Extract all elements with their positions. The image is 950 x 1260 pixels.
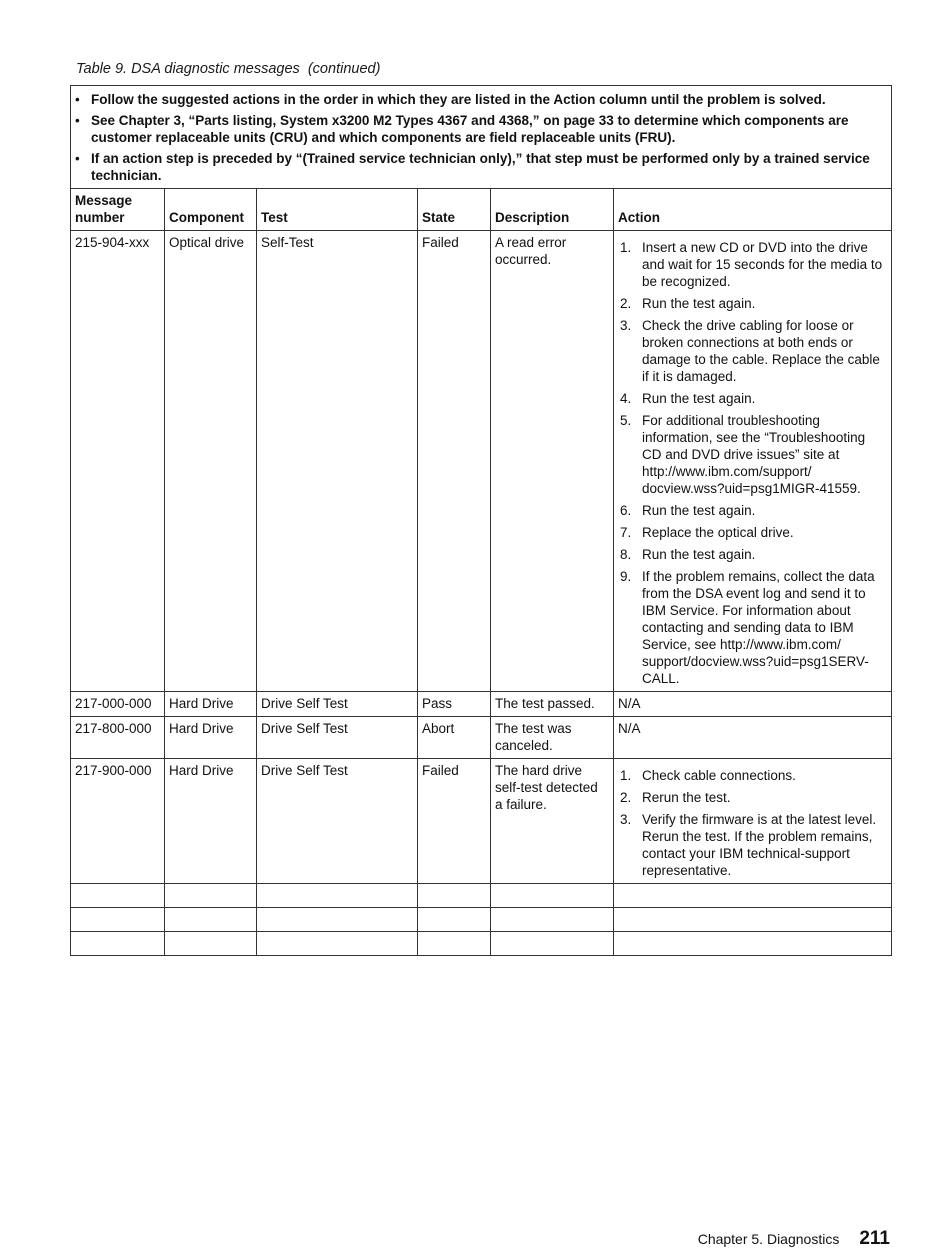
notes-cell (71, 86, 892, 189)
empty-cell (165, 932, 257, 956)
table-row (71, 692, 892, 717)
table-caption: Table 9. DSA diagnostic messages (continued) (76, 61, 381, 77)
action-step-number: 4. (620, 391, 632, 406)
empty-table-row (71, 932, 892, 956)
action-step-number: 2. (620, 790, 632, 805)
empty-cell (614, 932, 892, 956)
empty-cell (165, 908, 257, 932)
cell-description: The test passed. (491, 692, 614, 717)
header-description: Description (491, 189, 614, 231)
action-step (618, 412, 887, 497)
page-number: 211 (859, 1228, 890, 1249)
cell-description: A read error occurred. (491, 231, 614, 692)
table-row (71, 717, 892, 759)
action-step (618, 317, 887, 385)
note-item (75, 112, 883, 146)
header-state: State (418, 189, 491, 231)
empty-cell (165, 884, 257, 908)
cell-message-number: 217-000-000 (71, 692, 165, 717)
footer-chapter: Chapter 5. Diagnostics (697, 1231, 840, 1247)
header-component: Component (165, 189, 257, 231)
action-step-number: 9. (620, 569, 632, 584)
cell-message-number: 215-904-xxx (71, 231, 165, 692)
action-step-text: Run the test again. (642, 296, 756, 311)
note-text: See Chapter 3, “Parts listing, System x3200 M2 Types 4367 and 4368,” on page 33 to determine which components are customer replaceable units (CRU) and which components are field replaceable units (FRU). (91, 113, 849, 145)
cell-action (614, 759, 892, 884)
action-steps-list (618, 239, 887, 687)
cell-state: Abort (418, 717, 491, 759)
note-text: Follow the suggested actions in the order in which they are listed in the Action column until the problem is solved. (91, 92, 826, 107)
cell-component: Hard Drive (165, 692, 257, 717)
action-step (618, 390, 887, 407)
cell-description: The hard drive self-test detected a failure. (491, 759, 614, 884)
header-message-number: Message number (71, 189, 165, 231)
empty-cell (257, 884, 418, 908)
notes-row (71, 86, 892, 189)
empty-cell (257, 908, 418, 932)
bullet-icon: • (75, 113, 80, 128)
action-step-text: Check the drive cabling for loose or broken connections at both ends or damage to the cable. Replace the cable if it is damaged. (642, 318, 880, 384)
action-step-text: Run the test again. (642, 547, 756, 562)
cell-component: Optical drive (165, 231, 257, 692)
action-step-text: Rerun the test. (642, 790, 731, 805)
header-row (71, 189, 892, 231)
header-action: Action (614, 189, 892, 231)
page-footer (698, 1228, 890, 1250)
action-step-text: Run the test again. (642, 391, 756, 406)
empty-table-row (71, 884, 892, 908)
action-step-text: Run the test again. (642, 503, 756, 518)
action-step-number: 6. (620, 503, 632, 518)
action-step (618, 568, 887, 687)
cell-component: Hard Drive (165, 759, 257, 884)
cell-test: Drive Self Test (257, 692, 418, 717)
cell-test: Drive Self Test (257, 759, 418, 884)
note-item (75, 91, 883, 108)
cell-action: N/A (614, 692, 892, 717)
empty-cell (614, 908, 892, 932)
cell-message-number: 217-900-000 (71, 759, 165, 884)
cell-state: Failed (418, 759, 491, 884)
cell-message-number: 217-800-000 (71, 717, 165, 759)
empty-cell (491, 884, 614, 908)
action-step-text: Replace the optical drive. (642, 525, 794, 540)
action-step (618, 295, 887, 312)
action-step (618, 767, 887, 784)
action-step-number: 3. (620, 318, 632, 333)
cell-action (614, 231, 892, 692)
cell-description: The test was canceled. (491, 717, 614, 759)
action-step-number: 8. (620, 547, 632, 562)
empty-cell (491, 908, 614, 932)
empty-cell (257, 932, 418, 956)
cell-test: Drive Self Test (257, 717, 418, 759)
action-step-text: Insert a new CD or DVD into the drive and wait for 15 seconds for the media to be recognized. (642, 240, 883, 289)
cell-action: N/A (614, 717, 892, 759)
bullet-icon: • (75, 92, 80, 107)
empty-cell (418, 908, 491, 932)
action-step (618, 789, 887, 806)
action-step-number: 7. (620, 525, 632, 540)
action-step (618, 546, 887, 563)
action-step (618, 239, 887, 290)
action-step (618, 502, 887, 519)
cell-state: Failed (418, 231, 491, 692)
empty-cell (491, 932, 614, 956)
action-steps-list (618, 767, 887, 879)
empty-cell (418, 884, 491, 908)
action-step-text: Check cable connections. (642, 768, 796, 783)
note-item (75, 150, 883, 184)
action-step-text: If the problem remains, collect the data from the DSA event log and send it to IBM Service. For information about contacting and sending data to IBM Service, see http://www.ibm.com/ support/docview.wss?uid=psg1SERV-CALL. (642, 569, 875, 686)
empty-cell (71, 908, 165, 932)
diagnostic-table-container (70, 85, 891, 956)
action-step-text: Verify the firmware is at the latest level. Rerun the test. If the problem remains, contact your IBM technical-support representative. (642, 812, 877, 878)
empty-cell (71, 932, 165, 956)
action-step (618, 811, 887, 879)
action-step-number: 2. (620, 296, 632, 311)
action-step-number: 1. (620, 768, 632, 783)
note-text: If an action step is preceded by “(Trained service technician only),” that step must be performed only by a trained service technician. (91, 151, 870, 183)
notes-list (75, 91, 883, 184)
empty-cell (71, 884, 165, 908)
action-step-number: 3. (620, 812, 632, 827)
empty-table-row (71, 908, 892, 932)
action-step-number: 5. (620, 413, 632, 428)
diagnostic-messages-table (70, 85, 892, 956)
action-step (618, 524, 887, 541)
cell-component: Hard Drive (165, 717, 257, 759)
bullet-icon: • (75, 151, 80, 166)
empty-cell (614, 884, 892, 908)
table-row (71, 231, 892, 692)
header-test: Test (257, 189, 418, 231)
cell-state: Pass (418, 692, 491, 717)
action-step-text: For additional troubleshooting information, see the “Troubleshooting CD and DVD drive issues” site at http://www.ibm.com/support/ docview.wss?uid=psg1MIGR-41559. (642, 413, 866, 496)
cell-test: Self-Test (257, 231, 418, 692)
empty-cell (418, 932, 491, 956)
action-step-number: 1. (620, 240, 632, 255)
table-row (71, 759, 892, 884)
